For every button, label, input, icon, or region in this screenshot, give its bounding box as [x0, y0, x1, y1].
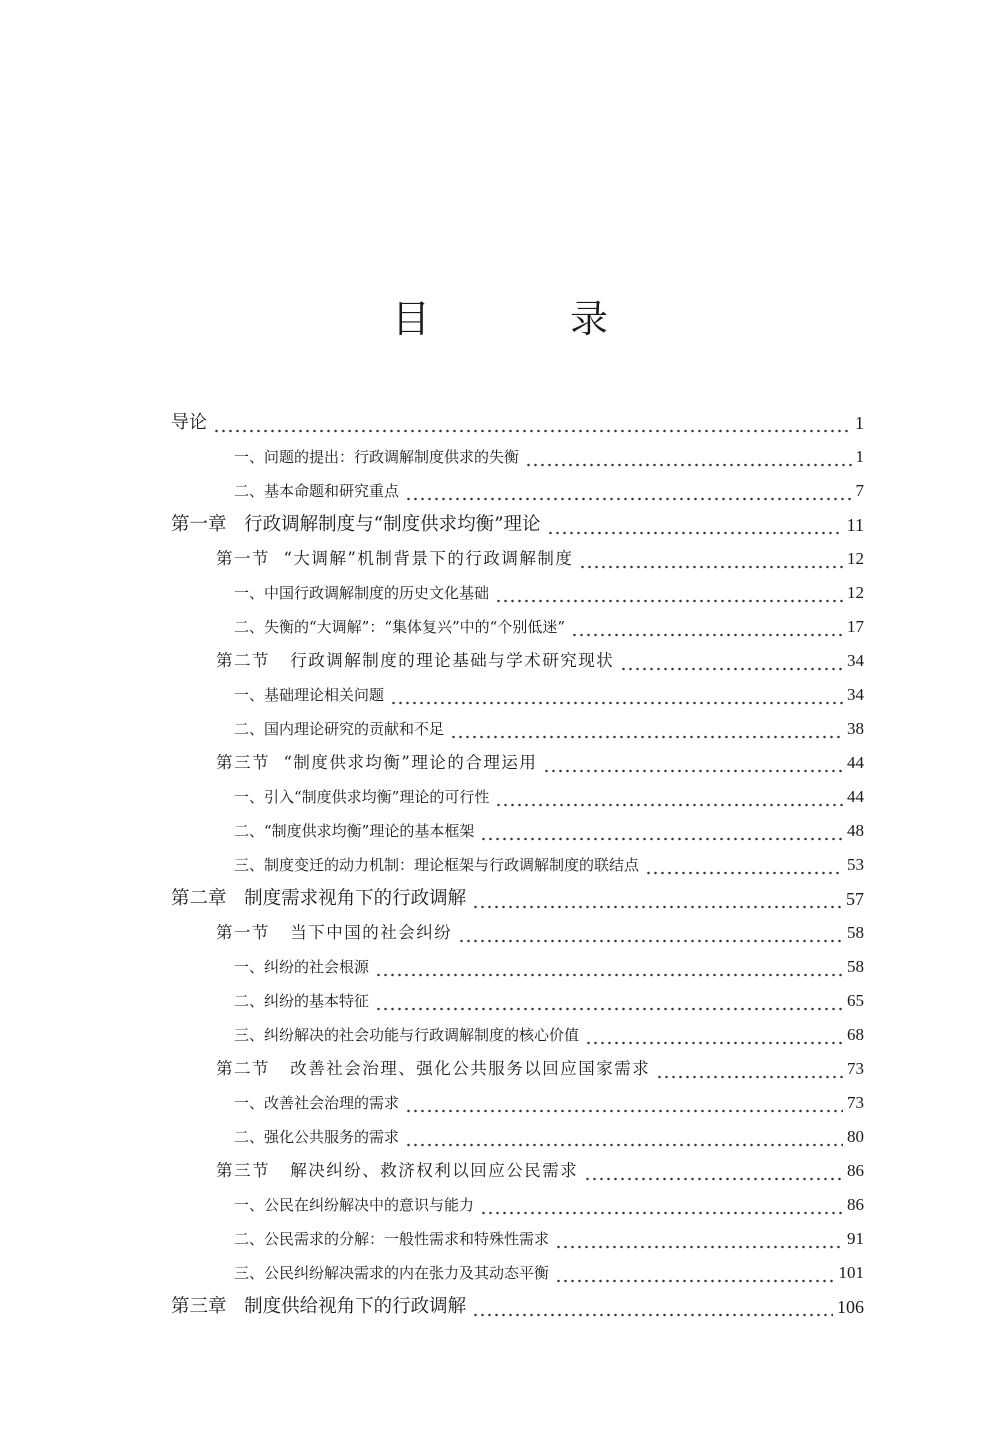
toc-entry-label: 第二节 改善社会治理、强化公共服务以回应国家需求	[216, 1059, 651, 1078]
toc-entry-item[interactable]	[171, 1018, 864, 1052]
toc-entry-chapter[interactable]	[171, 882, 864, 916]
toc-entry-label: 第一节 当下中国的社会纠纷	[216, 923, 453, 942]
toc-entry-label: 第三章 制度供给视角下的行政调解	[171, 1296, 467, 1317]
toc-entry-page-number: 48	[847, 821, 864, 840]
toc-entry-item[interactable]	[171, 950, 864, 984]
toc-entry-page-number: 34	[847, 685, 864, 704]
toc-entry-section[interactable]	[171, 542, 864, 576]
toc-entry-label: 第三节 “制度供求均衡”理论的合理运用	[216, 753, 538, 772]
toc-entry-page-number: 53	[847, 855, 864, 874]
toc-entry-item[interactable]	[171, 440, 864, 474]
toc-entry-item[interactable]	[171, 848, 864, 882]
toc-entry-page-number: 38	[847, 719, 864, 738]
toc-entry-label: 导论	[171, 412, 207, 433]
toc-entry-page-number: 34	[847, 651, 864, 670]
toc-entry-label: 第三节 解决纠纷、救济权利以回应公民需求	[216, 1161, 579, 1180]
dot-leader	[375, 950, 843, 984]
toc-entry-page-number: 57	[846, 889, 864, 909]
dot-leader	[571, 610, 843, 644]
toc-entry-item[interactable]	[171, 814, 864, 848]
dot-leader	[543, 746, 843, 780]
toc-entry-item[interactable]	[171, 712, 864, 746]
toc-entry-section[interactable]	[171, 1154, 864, 1188]
toc-entry-page-number: 11	[846, 515, 864, 535]
toc-entry-label: 二、失衡的“大调解”：“集体复兴”中的“个别低迷”	[234, 618, 566, 636]
toc-entry-page-number: 101	[838, 1263, 864, 1282]
toc-entry-page-number: 58	[847, 923, 864, 942]
dot-leader	[555, 1222, 843, 1256]
dot-leader	[525, 440, 851, 474]
toc-entry-label: 二、国内理论研究的贡献和不足	[234, 720, 445, 738]
toc-entry-intro[interactable]	[171, 406, 864, 440]
toc-entry-page-number: 86	[847, 1195, 864, 1214]
toc-entry-item[interactable]	[171, 780, 864, 814]
toc-entry-label: 第二章 制度需求视角下的行政调解	[171, 888, 467, 909]
dot-leader	[579, 542, 843, 576]
toc-entry-label: 三、公民纠纷解决需求的内在张力及其动态平衡	[234, 1264, 550, 1282]
toc-entry-label: 一、基础理论相关问题	[234, 686, 385, 704]
toc-entry-page-number: 7	[855, 481, 864, 500]
dot-leader	[480, 1188, 843, 1222]
toc-entry-item[interactable]	[171, 1256, 864, 1290]
toc-entry-chapter[interactable]	[171, 508, 864, 542]
toc-entry-section[interactable]	[171, 746, 864, 780]
toc-entry-page-number: 12	[847, 583, 864, 602]
toc-entry-page-number: 73	[847, 1059, 864, 1078]
toc-entry-section[interactable]	[171, 644, 864, 678]
toc-entry-label: 二、纠纷的基本特征	[234, 992, 370, 1010]
toc-entry-label: 一、纠纷的社会根源	[234, 958, 370, 976]
toc-entry-label: 三、制度变迁的动力机制：理论框架与行政调解制度的联结点	[234, 856, 640, 874]
toc-entry-page-number: 1	[855, 447, 864, 466]
toc-entry-item[interactable]	[171, 984, 864, 1018]
toc-entry-label: 二、基本命题和研究重点	[234, 482, 400, 500]
dot-leader	[472, 882, 842, 916]
toc-entry-item[interactable]	[171, 576, 864, 610]
toc-entry-label: 二、“制度供求均衡”理论的基本框架	[234, 822, 475, 840]
toc-entry-page-number: 91	[847, 1229, 864, 1248]
toc-entry-page-number: 106	[837, 1297, 864, 1317]
toc-entry-page-number: 12	[847, 549, 864, 568]
dot-leader	[405, 474, 851, 508]
dot-leader	[584, 1154, 843, 1188]
dot-leader	[620, 644, 843, 678]
dot-leader	[585, 1018, 843, 1052]
dot-leader	[555, 1256, 834, 1290]
toc-entry-item[interactable]	[171, 678, 864, 712]
page-title: 目 录	[391, 297, 673, 341]
toc-entry-label: 第二节 行政调解制度的理论基础与学术研究现状	[216, 651, 615, 670]
toc-entry-item[interactable]	[171, 1120, 864, 1154]
toc-entry-label: 一、改善社会治理的需求	[234, 1094, 400, 1112]
toc-entry-label: 第一节 “大调解”机制背景下的行政调解制度	[216, 549, 574, 568]
toc-entry-label: 第一章 行政调解制度与“制度供求均衡”理论	[171, 514, 541, 535]
toc-entry-item[interactable]	[171, 474, 864, 508]
toc-entry-page-number: 80	[847, 1127, 864, 1146]
toc-entry-item[interactable]	[171, 1188, 864, 1222]
toc-entry-page-number: 58	[847, 957, 864, 976]
toc-entry-page-number: 65	[847, 991, 864, 1010]
toc-entry-label: 二、公民需求的分解：一般性需求和特殊性需求	[234, 1230, 550, 1248]
dot-leader	[375, 984, 843, 1018]
toc-entry-label: 一、问题的提出：行政调解制度供求的失衡	[234, 448, 520, 466]
dot-leader	[645, 848, 843, 882]
dot-leader	[472, 1290, 833, 1324]
dot-leader	[495, 780, 843, 814]
toc-entry-label: 三、纠纷解决的社会功能与行政调解制度的核心价值	[234, 1026, 580, 1044]
toc-entry-label: 二、强化公共服务的需求	[234, 1128, 400, 1146]
table-of-contents	[171, 406, 864, 1324]
toc-entry-page-number: 1	[855, 413, 864, 433]
dot-leader	[450, 712, 843, 746]
toc-entry-item[interactable]	[171, 1086, 864, 1120]
toc-entry-label: 一、中国行政调解制度的历史文化基础	[234, 584, 490, 602]
toc-entry-item[interactable]	[171, 610, 864, 644]
toc-entry-page-number: 73	[847, 1093, 864, 1112]
toc-entry-chapter[interactable]	[171, 1290, 864, 1324]
dot-leader	[458, 916, 843, 950]
toc-entry-section[interactable]	[171, 916, 864, 950]
toc-entry-label: 一、引入“制度供求均衡”理论的可行性	[234, 788, 490, 806]
toc-entry-page-number: 44	[847, 753, 864, 772]
toc-entry-item[interactable]	[171, 1222, 864, 1256]
toc-entry-label: 一、公民在纠纷解决中的意识与能力	[234, 1196, 475, 1214]
toc-entry-page-number: 44	[847, 787, 864, 806]
dot-leader	[405, 1120, 843, 1154]
toc-entry-page-number: 86	[847, 1161, 864, 1180]
dot-leader	[390, 678, 843, 712]
toc-entry-page-number: 17	[847, 617, 864, 636]
toc-entry-section[interactable]	[171, 1052, 864, 1086]
dot-leader	[495, 576, 843, 610]
dot-leader	[213, 406, 851, 440]
dot-leader	[480, 814, 843, 848]
dot-leader	[656, 1052, 843, 1086]
toc-entry-page-number: 68	[847, 1025, 864, 1044]
dot-leader	[405, 1086, 843, 1120]
dot-leader	[547, 508, 843, 542]
